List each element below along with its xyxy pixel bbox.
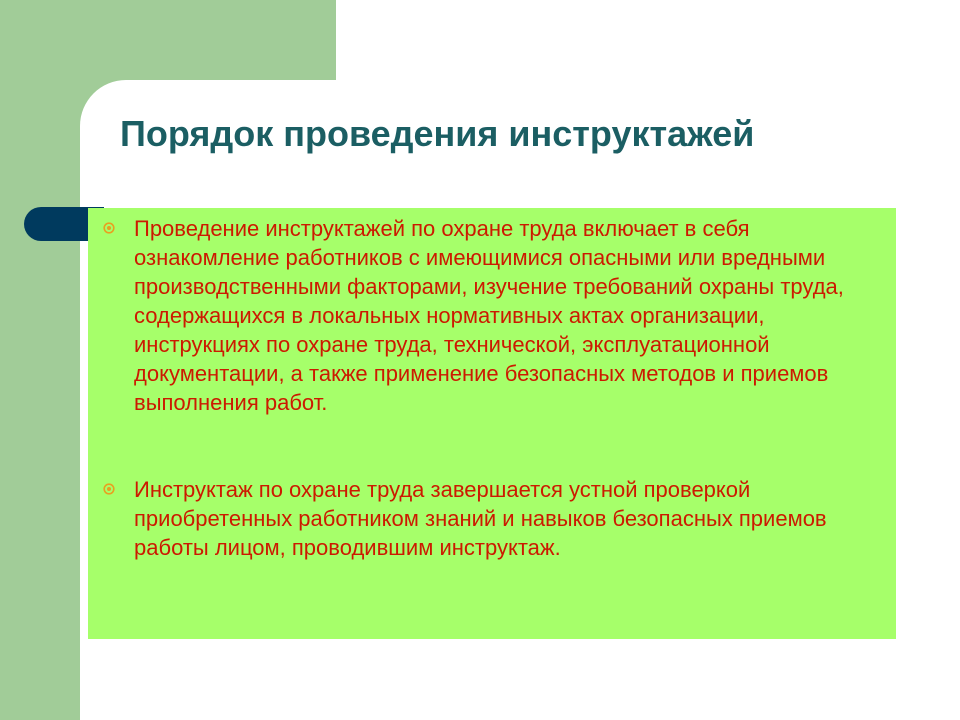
bullet-text: Проведение инструктажей по охране труда включает в себя ознакомление работников с имеющимися опасными или вредными производственными факторами, изучение требований охраны труда, содержащихся в локальных нормативных актах организации, инструкциях по охране труда, технической, эксплуатационной документации, а также применение безопасных методов и приемов выполнения работ.	[134, 216, 844, 415]
bullet-item	[98, 214, 880, 417]
decorative-green-side-bar	[0, 0, 80, 720]
content-box	[88, 208, 896, 639]
circle-bullet-icon	[103, 483, 115, 495]
slide-title: Порядок проведения инструктажей	[120, 113, 755, 154]
circle-bullet-icon	[103, 222, 115, 234]
bullet-list	[98, 214, 880, 562]
bullet-item	[98, 475, 880, 562]
bullet-text: Инструктаж по охране труда завершается устной проверкой приобретенных работником знаний и навыков безопасных приемов работы лицом, проводившим инструктаж.	[134, 477, 827, 560]
